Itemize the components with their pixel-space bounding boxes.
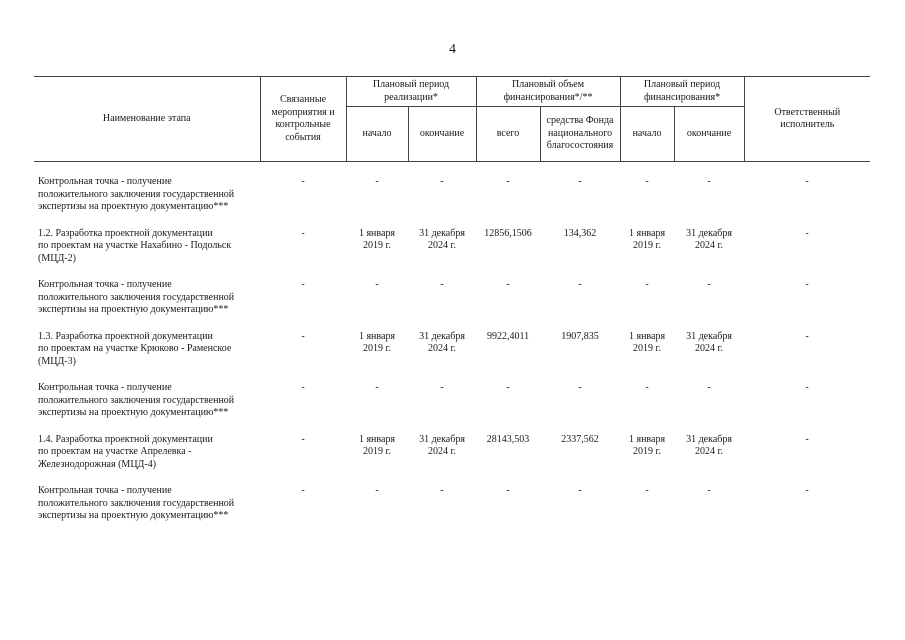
header-financing-volume: Плановый объем финансирования*/** [476,77,620,107]
fin-end: - [707,485,711,496]
fin-total: - [506,279,510,290]
table-row [34,279,870,317]
table-row [34,434,870,472]
header-financing-period: Плановый период финансирования* [620,77,744,107]
impl-end: - [440,176,444,187]
impl-start: 1 января 2019 г. [358,330,396,354]
fin-start: - [645,176,649,187]
impl-start: 1 января 2019 г. [358,433,396,457]
impl-start: - [375,279,379,290]
fin-fund: - [578,279,582,290]
related-events: - [301,433,305,445]
impl-start: - [375,176,379,187]
fin-fund: 134,362 [563,227,597,239]
header-fin-start: начало [620,107,674,162]
fin-end: 31 декабря 2024 г. [686,330,732,354]
related-events: - [301,279,305,290]
header-related-events: Связанные мероприятия и контрольные события [260,77,346,162]
stage-name: Контрольная точка - получение положительного заключения государственной экспертизы на проектную документацию*** [38,485,235,521]
header-stage-name: Наименование этапа [34,77,260,162]
fin-total: - [506,176,510,187]
header-fin-total: всего [476,107,540,162]
fin-fund: 1907,835 [561,330,599,342]
fin-end: 31 декабря 2024 г. [686,227,732,251]
plan-table [34,76,870,523]
impl-start: 1 января 2019 г. [358,227,396,251]
table-row [34,485,870,523]
table-row [34,382,870,420]
fin-start: - [645,485,649,496]
fin-fund: - [578,176,582,187]
page-number: 4 [449,42,456,57]
responsible: - [805,176,809,187]
fin-start: - [645,279,649,290]
responsible: - [805,227,809,239]
table-row [34,162,870,214]
fin-total: 9922,4011 [486,330,530,342]
related-events: - [301,382,305,393]
related-events: - [301,227,305,239]
impl-start: - [375,485,379,496]
fin-end: 31 декабря 2024 г. [686,433,732,457]
header-implementation-period: Плановый период реализации* [346,77,476,107]
fin-fund: - [578,485,582,496]
stage-name: Контрольная точка - получение положительного заключения государственной экспертизы на проектную документацию*** [38,279,235,315]
related-events: - [301,330,305,342]
stage-name: Контрольная точка - получение положительного заключения государственной экспертизы на проектную документацию*** [38,382,235,418]
stage-name: Контрольная точка - получение положительного заключения государственной экспертизы на проектную документацию*** [38,176,235,212]
fin-start: 1 января 2019 г. [628,227,666,251]
header-fin-end: окончание [674,107,744,162]
stage-name: 1.4. Разработка проектной документации по проектам на участке Апрелевка - Железнодорожная (МЦД-4) [38,433,213,470]
table-header [34,77,870,162]
fin-end: - [707,176,711,187]
fin-start: 1 января 2019 г. [628,330,666,354]
impl-end: - [440,485,444,496]
fin-total: 12856,1506 [484,227,532,239]
impl-end: 31 декабря 2024 г. [419,433,465,457]
header-impl-start: начало [346,107,408,162]
impl-end: 31 декабря 2024 г. [419,227,465,251]
fin-fund: - [578,382,582,393]
header-fin-fund: средства Фонда национального благосостояния [540,107,620,162]
stage-name: 1.3. Разработка проектной документации по проектам на участке Крюково - Раменское (МЦД-3) [38,330,232,367]
impl-end: - [440,279,444,290]
responsible: - [805,382,809,393]
fin-total: 28143,503 [486,433,530,445]
fin-total: - [506,382,510,393]
responsible: - [805,433,809,445]
impl-start: - [375,382,379,393]
fin-total: - [506,485,510,496]
related-events: - [301,176,305,187]
table-row [34,228,870,266]
fin-end: - [707,382,711,393]
related-events: - [301,485,305,496]
table-body [34,162,870,523]
header-impl-end: окончание [408,107,476,162]
fin-fund: 2337,562 [561,433,599,445]
header-responsible: Ответственный исполнитель [744,77,870,162]
table-row [34,331,870,369]
responsible: - [805,485,809,496]
responsible: - [805,279,809,290]
impl-end: 31 декабря 2024 г. [419,330,465,354]
stage-name: 1.2. Разработка проектной документации по проектам на участке Нахабино - Подольск (МЦД-2) [38,227,232,264]
fin-start: 1 января 2019 г. [628,433,666,457]
fin-end: - [707,279,711,290]
responsible: - [805,330,809,342]
fin-start: - [645,382,649,393]
impl-end: - [440,382,444,393]
